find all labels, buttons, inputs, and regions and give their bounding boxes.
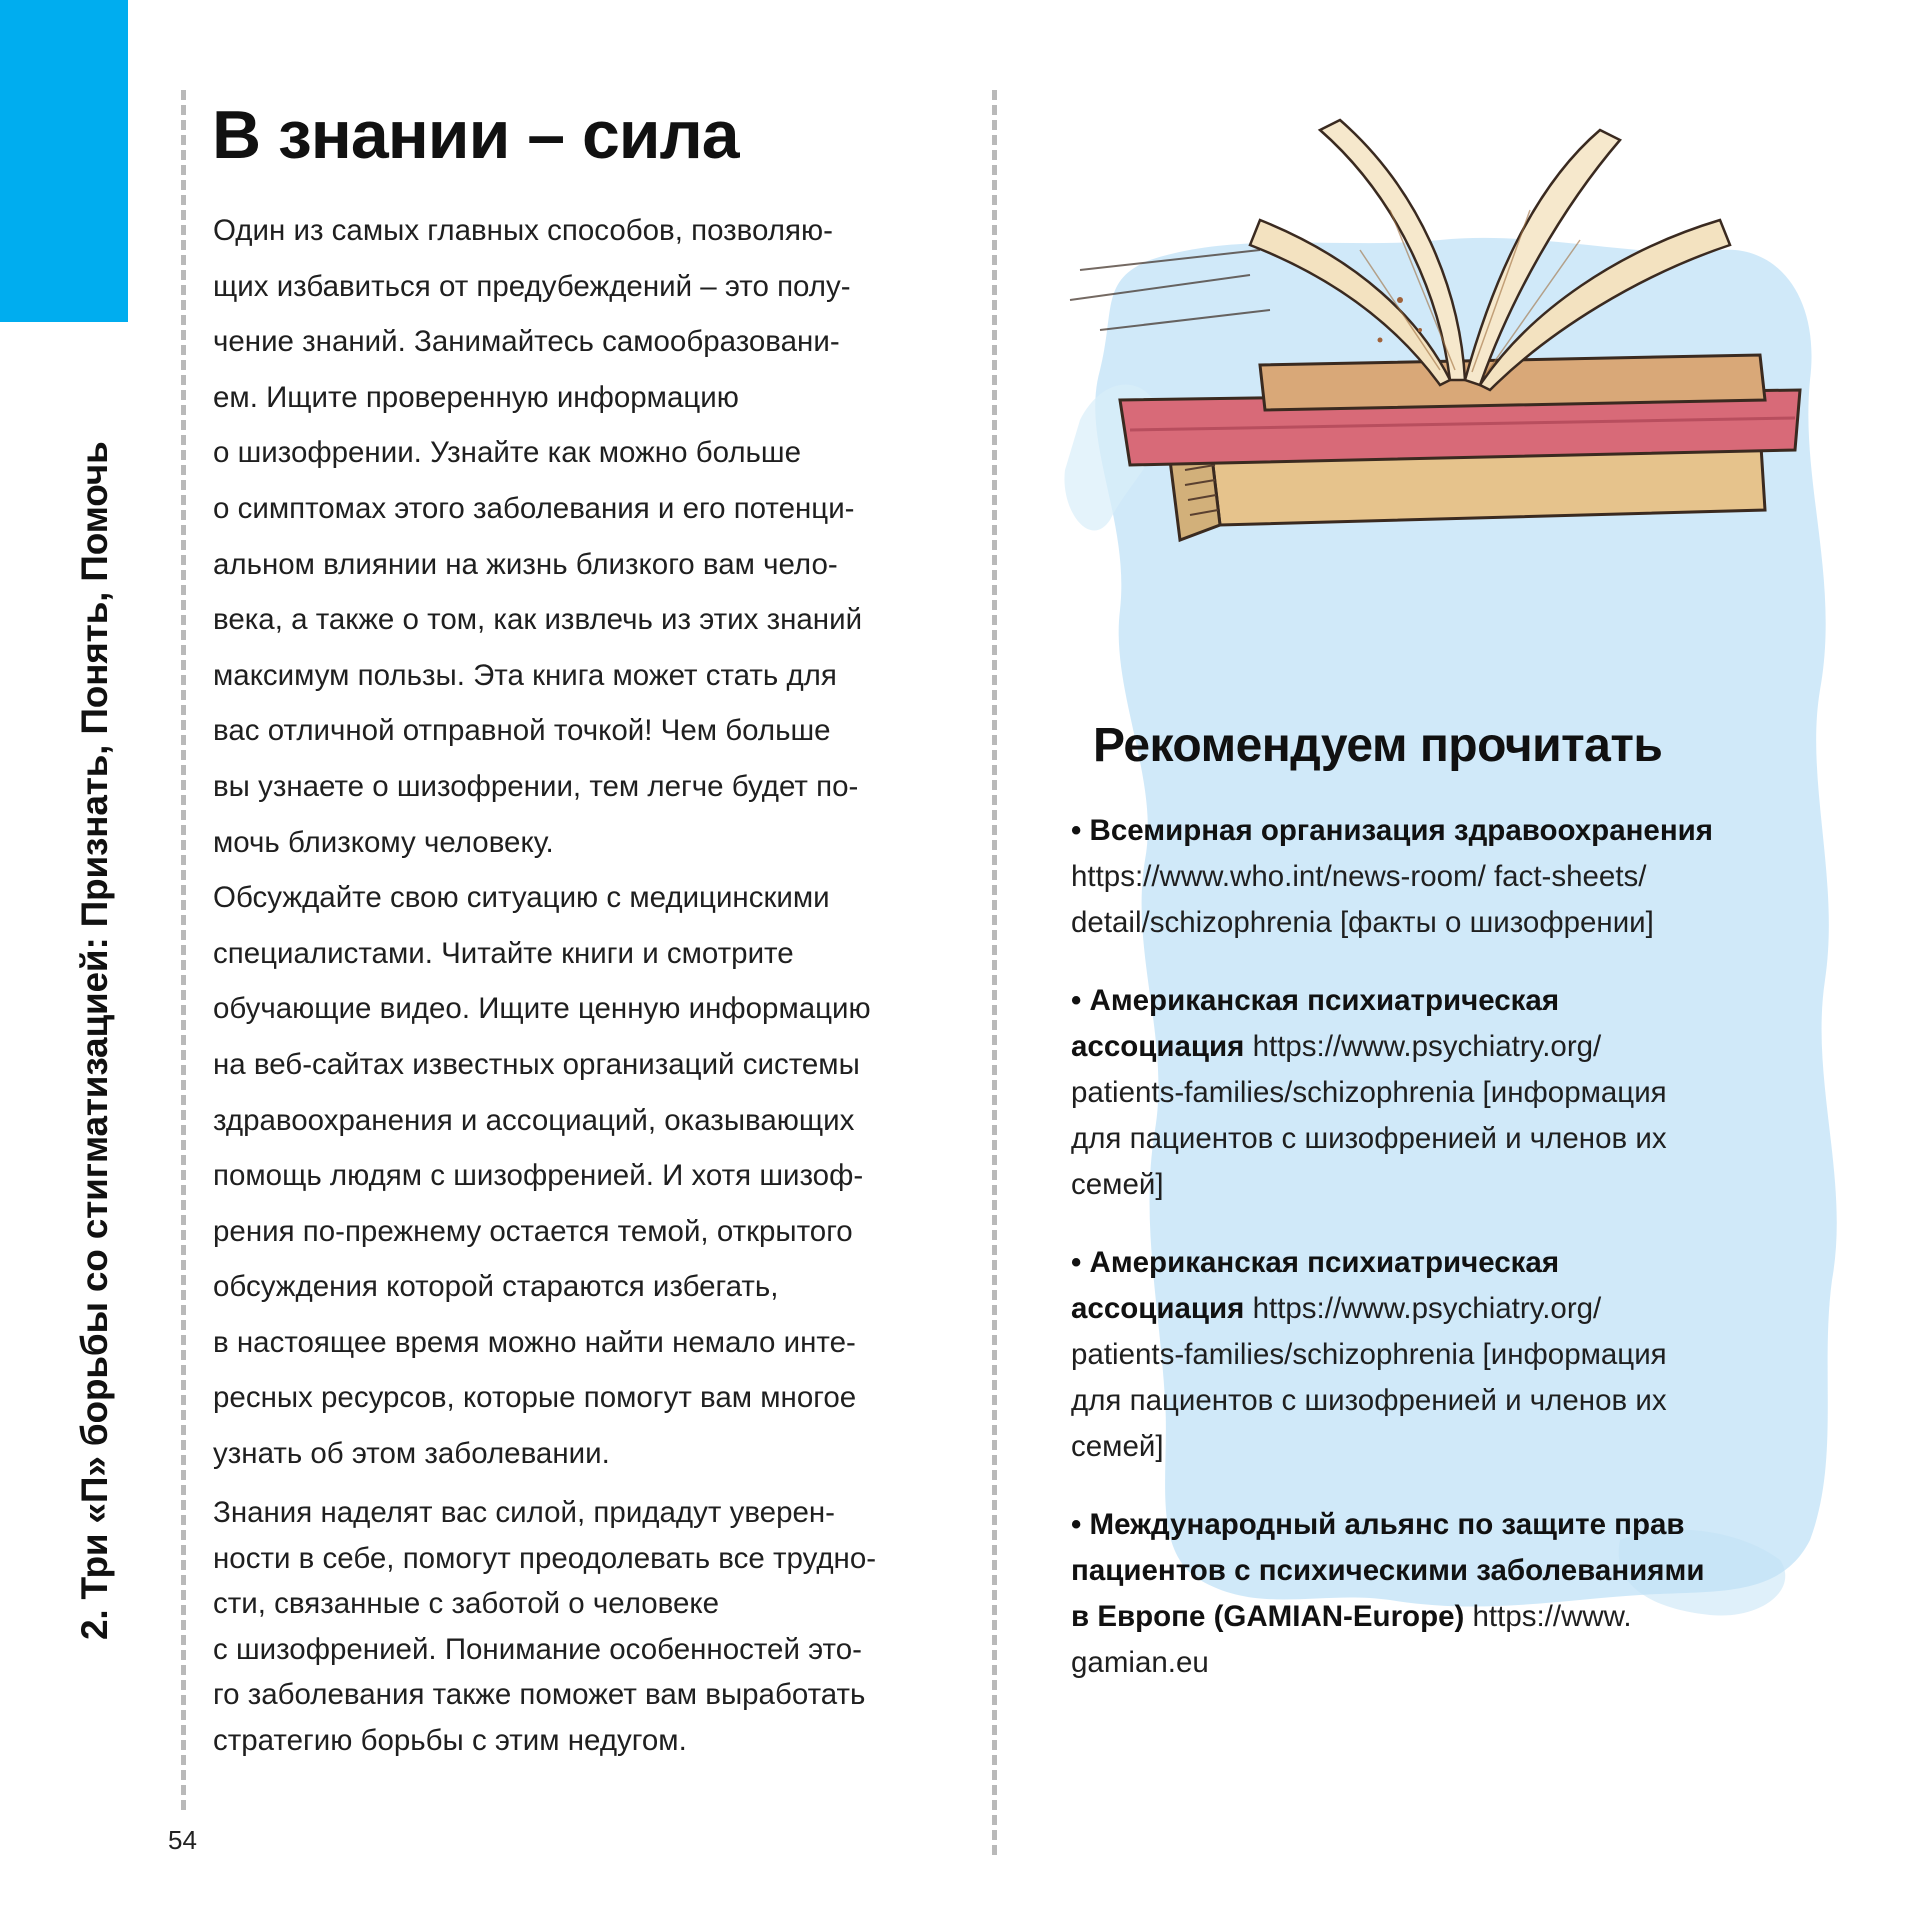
body-line: щих избавиться от предубеждений – это полу- — [213, 269, 851, 303]
reference-link-text[interactable]: detail/schizophrenia [факты о шизофрении] — [1071, 906, 1654, 939]
body-line: обсуждения которой стараются избегать, — [213, 1270, 779, 1304]
recommend-line — [1071, 808, 1851, 854]
center-dashed-divider — [992, 90, 997, 1855]
book-stack-illustration — [1060, 100, 1840, 570]
recommend-line — [1071, 854, 1851, 900]
body-line: узнать об этом заболевании. — [213, 1437, 610, 1471]
page-number: 54 — [168, 1825, 197, 1855]
body-line: обучающие видео. Ищите ценную информацию — [213, 992, 871, 1026]
reference-link-text[interactable]: https://www.who.int/news-room/ fact-sheets/ — [1071, 860, 1647, 893]
body-line: альном влиянии на жизнь близкого вам чело- — [213, 547, 838, 581]
recommend-line — [1071, 1332, 1851, 1378]
recommend-line — [1071, 1116, 1851, 1162]
body-line: века, а также о том, как извлечь из этих знаний — [213, 603, 863, 637]
body-line: максимум пользы. Эта книга может стать для — [213, 658, 837, 692]
recommend-line — [1071, 1286, 1851, 1332]
recommend-line — [1071, 1240, 1851, 1286]
recommend-line — [1071, 1024, 1851, 1070]
recommend-line — [1071, 1594, 1851, 1640]
section-color-tab — [0, 0, 128, 322]
recommend-list — [1071, 808, 1851, 1718]
organization-name: • Всемирная организация здравоохранения — [1071, 814, 1713, 847]
recommend-line — [1071, 1424, 1851, 1470]
reference-link-text[interactable]: https://www.psychiatry.org/ — [1244, 1030, 1602, 1063]
body-line: здравоохранения и ассоциаций, оказывающих — [213, 1103, 855, 1137]
recommend-line — [1071, 900, 1851, 946]
body-line: в настоящее время можно найти немало инте- — [213, 1325, 856, 1359]
body-line: мочь близкому человеку. — [213, 825, 554, 859]
recommend-title: Рекомендуем прочитать — [1093, 719, 1663, 772]
recommend-line — [1071, 1378, 1851, 1424]
organization-name: ассоциация — [1071, 1030, 1245, 1063]
reference-link-text[interactable]: семей] — [1071, 1430, 1164, 1463]
reference-link-text[interactable]: patients-families/schizophrenia [информация — [1071, 1338, 1667, 1371]
recommend-item — [1071, 978, 1851, 1208]
body-line: специалистами. Читайте книги и смотрите — [213, 936, 794, 970]
organization-name: • Американская психиатрическая — [1071, 1246, 1560, 1279]
body-line: ности в себе, помогут преодолевать все трудно- — [213, 1541, 877, 1575]
body-line: Обсуждайте свою ситуацию с медицинскими — [213, 881, 830, 915]
recommend-line — [1071, 1502, 1851, 1548]
section-side-title: 2. Три «П» борьбы со стигматизацией: Признать, Понять, Помочь — [74, 441, 115, 1640]
body-line: вас отличной отправной точкой! Чем больше — [213, 714, 831, 748]
body-paragraph-2 — [213, 1490, 953, 1763]
organization-name: ассоциация — [1071, 1292, 1245, 1325]
reference-link-text[interactable]: семей] — [1071, 1168, 1164, 1201]
body-line: вы узнаете о шизофрении, тем легче будет по- — [213, 769, 859, 803]
recommend-item — [1071, 1240, 1851, 1470]
body-line: сти, связанные с заботой о человеке — [213, 1587, 720, 1620]
body-line: с шизофренией. Понимание особенностей это- — [213, 1632, 862, 1666]
left-dashed-divider — [181, 90, 186, 1810]
body-line: Один из самых главных способов, позволяю- — [213, 214, 833, 247]
body-line: на веб-сайтах известных организаций системы — [213, 1047, 860, 1081]
body-line: стратегию борьбы с этим недугом. — [213, 1723, 687, 1757]
recommend-line — [1071, 1070, 1851, 1116]
reference-link-text[interactable]: для пациентов с шизофренией и членов их — [1071, 1122, 1667, 1155]
organization-name: • Американская психиатрическая — [1071, 984, 1560, 1017]
recommend-line — [1071, 1548, 1851, 1594]
page-title: В знании – сила — [212, 97, 739, 173]
body-line: помощь людям с шизофренией. И хотя шизоф- — [213, 1159, 864, 1193]
body-line: ем. Ищите проверенную информацию — [213, 380, 739, 414]
body-line: чение знаний. Занимайтесь самообразовани- — [213, 325, 840, 359]
body-line: о шизофрении. Узнайте как можно больше — [213, 436, 801, 470]
organization-name: • Международный альянс по защите прав — [1071, 1508, 1685, 1541]
body-line: ресных ресурсов, которые помогут вам многое — [213, 1381, 857, 1415]
reference-link-text[interactable]: patients-families/schizophrenia [информация — [1071, 1076, 1667, 1109]
recommend-item — [1071, 1502, 1851, 1686]
organization-name: в Европе (GAMIAN-Europe) — [1071, 1600, 1465, 1633]
body-paragraph-1 — [213, 203, 953, 1482]
body-line: Знания наделят вас силой, придадут уверен- — [213, 1496, 836, 1529]
reference-link-text[interactable]: https://www. — [1464, 1600, 1632, 1633]
reference-link-text[interactable]: для пациентов с шизофренией и членов их — [1071, 1384, 1667, 1417]
reference-link-text[interactable]: https://www.psychiatry.org/ — [1244, 1292, 1602, 1325]
body-line: рения по-прежнему остается темой, открытого — [213, 1214, 853, 1248]
recommend-item — [1071, 808, 1851, 946]
recommend-line — [1071, 1640, 1851, 1686]
organization-name: пациентов с психическими заболеваниями — [1071, 1554, 1705, 1587]
recommend-line — [1071, 1162, 1851, 1208]
body-line: о симптомах этого заболевания и его потенци- — [213, 491, 855, 525]
body-line: го заболевания также поможет вам выработать — [213, 1678, 866, 1711]
recommend-line — [1071, 978, 1851, 1024]
reference-link-text[interactable]: gamian.eu — [1071, 1646, 1209, 1679]
